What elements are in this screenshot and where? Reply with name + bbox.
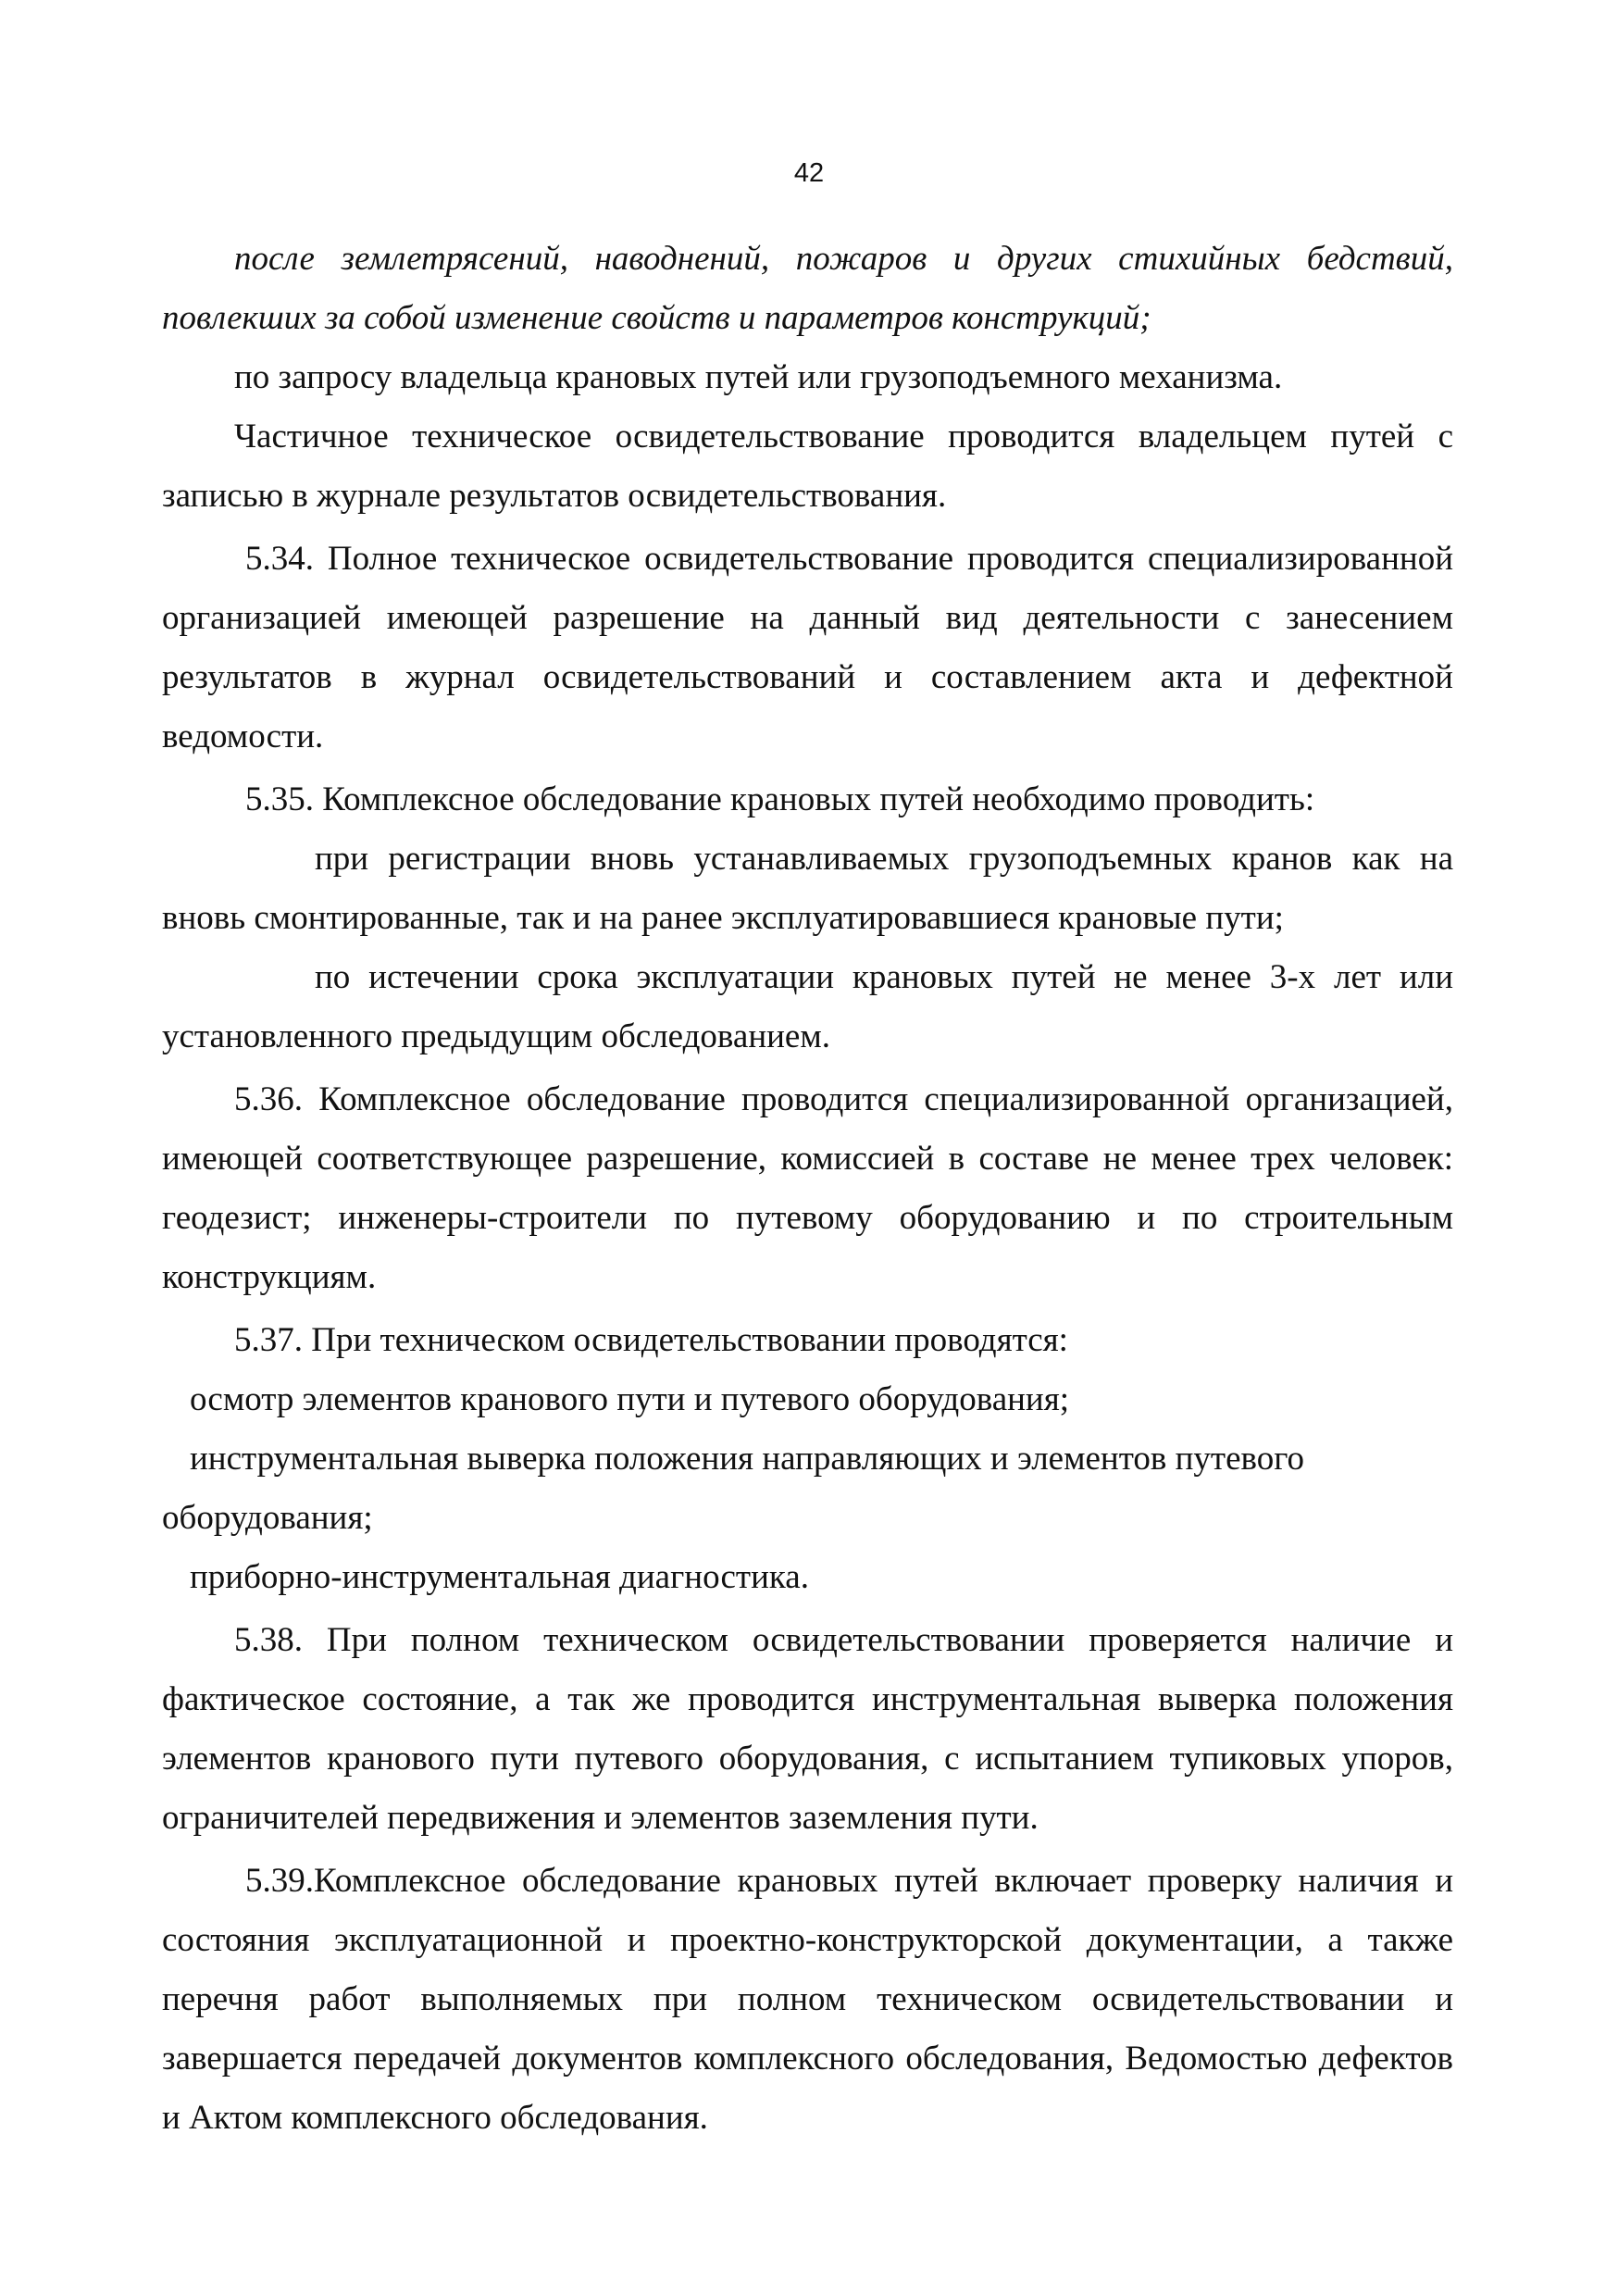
list-item-alignment: инструментальная выверка положения направляющих и элементов путевого оборудования;	[162, 1440, 1304, 1537]
paragraph-5-34: 5.34. Полное техническое освидетельствование проводится специализированной организацией имеющей разрешение на данный вид деятельности с занесением результатов в журнал освидетельствований и составлением акта и дефектной ведомости.	[162, 540, 1453, 755]
paragraph-5-37: 5.37. При техническом освидетельствовании проводятся:	[234, 1321, 1068, 1359]
list-item-diagnostics: приборно-инструментальная диагностика.	[190, 1558, 809, 1596]
paragraph-partial-inspection: Частичное техническое освидетельствование проводится владельцем путей с записью в журнале результатов освидетельствования.	[162, 418, 1453, 515]
document-body	[162, 230, 1453, 2148]
paragraph-5-36: 5.36. Комплексное обследование проводится специализированной организацией, имеющей соответствующее разрешение, комиссией в составе не менее трех человек: геодезист; инженеры-строители по путевому оборудованию и по строительным конструкциям.	[162, 1080, 1453, 1296]
paragraph-5-35: 5.35. Комплексное обследование крановых путей необходимо проводить:	[245, 780, 1315, 818]
paragraph-owner-request: по запросу владельца крановых путей или грузоподъемного механизма.	[234, 358, 1283, 396]
paragraph-5-38: 5.38. При полном техническом освидетельствовании проверяется наличие и фактическое состояние, а так же проводится инструментальная выверка положения элементов кранового пути путевого оборудования, с испытанием тупиковых упоров, ограничителей передвижения и элементов заземления пути.	[162, 1621, 1453, 1837]
page-number: 42	[793, 158, 825, 188]
paragraph-disasters: после землетрясений, наводнений, пожаров и других стихийных бедствий, повлекших за собой изменение свойств и параметров конструкций;	[162, 240, 1453, 337]
paragraph-expiry: по истечении срока эксплуатации крановых путей не менее 3-х лет или установленного предыдущим обследованием.	[162, 958, 1453, 1055]
paragraph-registration: при регистрации вновь устанавливаемых грузоподъемных кранов как на вновь смонтированные, так и на ранее эксплуатировавшиеся крановые пути;	[162, 840, 1453, 937]
paragraph-5-39: 5.39.Комплексное обследование крановых путей включает проверку наличия и состояния эксплуатационной и проектно-конструкторской документации, а также перечня работ выполняемых при полном техническом освидетельствовании и завершается передачей документов комплексного обследования, Ведомостью дефектов и Актом комплексного обследования.	[162, 1862, 1453, 2137]
list-item-inspection: осмотр элементов кранового пути и путевого оборудования;	[190, 1380, 1070, 1418]
